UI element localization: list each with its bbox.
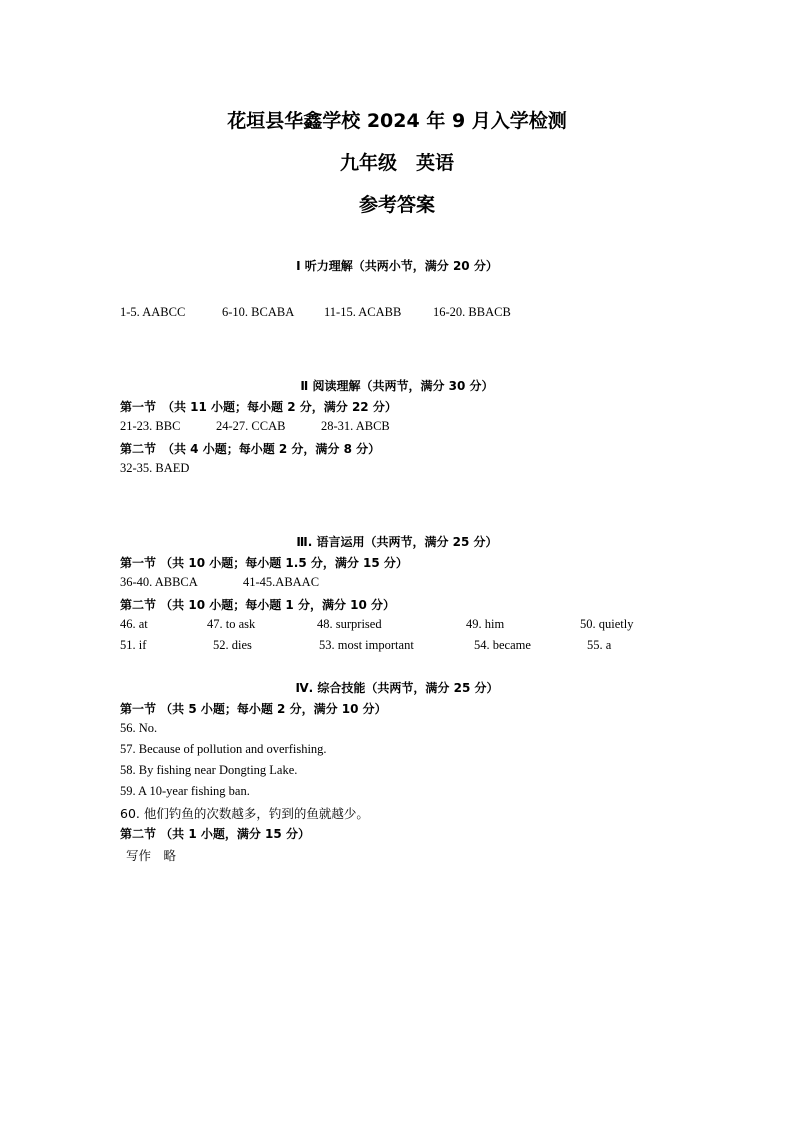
- answer-key-title: 参考答案: [358, 194, 435, 216]
- part4-section1-heading: 第一节 （共 5 小题；每小题 2 分，满分 10 分）: [120, 702, 387, 716]
- part3-row1-answer-5: 50. quietly: [580, 617, 634, 631]
- part3-row1-answer-2: 47. to ask: [207, 617, 256, 631]
- part4-answer-59: 59. A 10-year fishing ban.: [120, 784, 250, 798]
- part1-answer-4: 16-20. BBACB: [433, 305, 511, 319]
- part3-row2-answer-4: 54. became: [474, 638, 531, 652]
- part2-answer-4: 32-35. BAED: [120, 461, 190, 475]
- part3-section2-heading: 第二节 （共 10 小题；每小题 1 分，满分 10 分）: [120, 598, 395, 612]
- document-title: 花垣县华鑫学校 2024 年 9 月入学检测: [227, 110, 567, 132]
- grade-subject: 九年级 英语: [339, 152, 454, 174]
- part4-writing-answer: 写作 略: [126, 848, 177, 863]
- part3-row2-answer-3: 53. most important: [319, 638, 414, 652]
- part2-section1-heading: 第一节 （共 11 小题；每小题 2 分，满分 22 分）: [120, 400, 397, 414]
- part3-heading: Ⅲ. 语言运用（共两节，满分 25 分）: [296, 535, 498, 549]
- part3-section1-heading: 第一节 （共 10 小题；每小题 1.5 分，满分 15 分）: [120, 556, 408, 570]
- part3-answer-1: 36-40. ABBCA: [120, 575, 198, 589]
- part4-section2-heading: 第二节 （共 1 小题，满分 15 分）: [120, 827, 310, 841]
- part4-answer-60: 60. 他们钓鱼的次数越多，钓到的鱼就越少。: [120, 806, 369, 821]
- part3-row2-answer-5: 55. a: [587, 638, 612, 652]
- part2-answer-2: 24-27. CCAB: [216, 419, 286, 433]
- part2-heading: Ⅱ 阅读理解（共两节，满分 30 分）: [300, 379, 494, 393]
- part3-row1-answer-4: 49. him: [466, 617, 505, 631]
- part4-heading: Ⅳ. 综合技能（共两节，满分 25 分）: [295, 681, 499, 695]
- part1-heading: Ⅰ 听力理解（共两小节，满分 20 分）: [296, 259, 498, 273]
- part3-answer-2: 41-45.ABAAC: [243, 575, 320, 589]
- part4-answer-58: 58. By fishing near Dongting Lake.: [120, 763, 298, 777]
- part3-row2-answer-1: 51. if: [120, 638, 147, 652]
- part1-answer-2: 6-10. BCABA: [222, 305, 295, 319]
- part1-answer-1: 1-5. AABCC: [120, 305, 186, 319]
- part3-row1-answer-1: 46. at: [120, 617, 148, 631]
- part4-answer-56: 56. No.: [120, 721, 158, 735]
- part2-answer-1: 21-23. BBC: [120, 419, 181, 433]
- part3-row2-answer-2: 52. dies: [213, 638, 252, 652]
- part4-answer-57: 57. Because of pollution and overfishing.: [120, 742, 327, 756]
- part3-row1-answer-3: 48. surprised: [317, 617, 382, 631]
- part2-answer-3: 28-31. ABCB: [321, 419, 390, 433]
- part2-section2-heading: 第二节 （共 4 小题；每小题 2 分，满分 8 分）: [120, 442, 381, 456]
- part1-answer-3: 11-15. ACABB: [324, 305, 402, 319]
